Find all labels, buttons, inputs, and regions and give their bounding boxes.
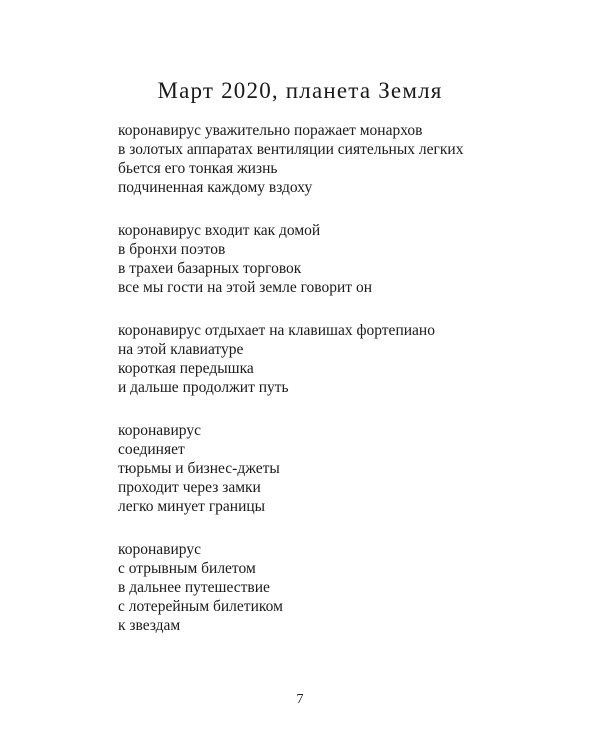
poem-line: короткая передышка — [118, 360, 254, 377]
poem-line: к звездам — [118, 617, 181, 634]
poem-line: в трахеи базарных торговок — [118, 260, 302, 277]
poem-line: и дальше продолжит путь — [118, 379, 289, 396]
poem-line: подчиненная каждому вздоху — [118, 179, 313, 196]
poem-line: на этой клавиатуре — [118, 341, 244, 358]
poem-line: тюрьмы и бизнес-джеты — [118, 460, 280, 477]
poem-line: коронавирус — [118, 422, 201, 439]
poem-line: коронавирус отдыхает на клавишах фортепиано — [118, 322, 435, 339]
poem-line: в дальнее путешествие — [118, 579, 270, 596]
stanza-1 — [118, 121, 558, 197]
stanza-5 — [118, 540, 558, 635]
stanza-3 — [118, 321, 558, 397]
poem-line: в бронхи поэтов — [118, 241, 226, 258]
poem-line: все мы гости на этой земле говорит он — [118, 279, 372, 296]
poem-line: коронавирус входит как домой — [118, 222, 321, 239]
poem-line: бьется его тонкая жизнь — [118, 160, 278, 177]
poem — [118, 121, 558, 659]
stanza-4 — [118, 421, 558, 516]
stanza-2 — [118, 221, 558, 297]
poem-line: легко минует границы — [118, 498, 266, 515]
page-title: Март 2020, планета Земля — [157, 78, 443, 103]
poem-line: с лотерейным билетиком — [118, 598, 283, 615]
poem-line: коронавирус — [118, 541, 201, 558]
poem-line: с отрывным билетом — [118, 560, 256, 577]
poem-line: соединяет — [118, 441, 185, 458]
poem-line: в золотых аппаратах вентиляции сиятельных легких — [118, 141, 464, 158]
poem-line: коронавирус уважительно поражает монархов — [118, 122, 423, 139]
poem-line: проходит через замки — [118, 479, 261, 496]
page-number: 7 — [296, 692, 304, 707]
